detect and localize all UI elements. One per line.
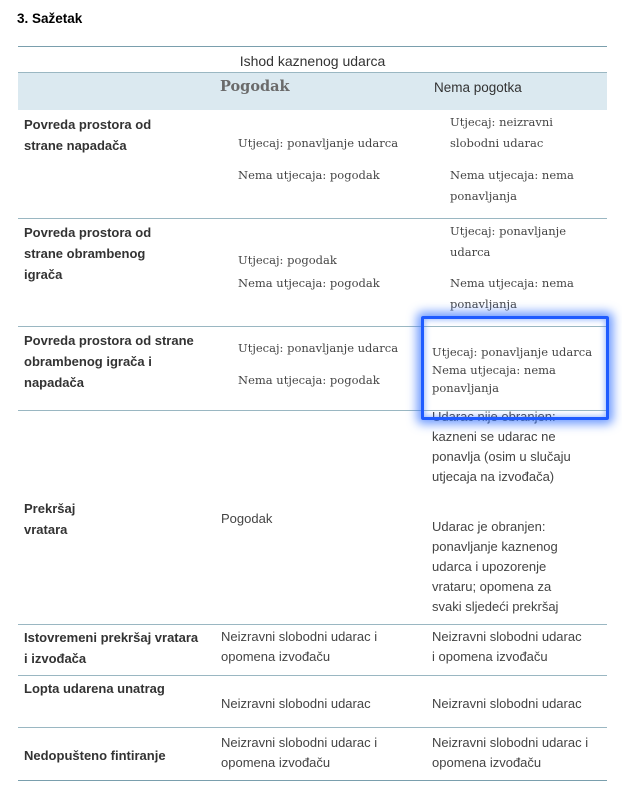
- row-divider: [18, 675, 607, 676]
- cell-nema-pogotka: Udarac je obranjen: ponavljanje kaznenog udarca i upozorenje vrataru; opomena za svaki sljedeći prekršaj: [432, 519, 559, 614]
- cell-pogodak: Neizravni slobodni udarac i opomena izvođaču: [221, 735, 378, 770]
- cell-pogodak: Neizravni slobodni udarac: [221, 696, 371, 711]
- cell-pogodak: Pogodak: [221, 511, 273, 526]
- row-label-obrambeni: Povreda prostora od strane obrambenog igrača: [24, 225, 152, 282]
- row-label-obrambeni-napadac: Povreda prostora od strane obrambenog igrača i napadača: [24, 333, 194, 390]
- cell-pogodak: Utjecaj: ponavljanje udarca: [238, 136, 399, 150]
- cell-nema-pogotka: Nema utjecaja: nema ponavljanja: [450, 276, 574, 311]
- cell-nema-clip: [430, 411, 607, 625]
- cell-nema-pogotka: Nema utjecaja: nema ponavljanja: [450, 168, 574, 203]
- cell-nema-pogotka: Neizravni slobodni udarac i opomena izvođaču: [432, 629, 582, 664]
- row-label-fintiranje: Nedopušteno fintiranje: [24, 748, 166, 763]
- cell-nema-pogotka: Neizravni slobodni udarac i opomena izvođaču: [432, 735, 589, 770]
- cell-pogodak: Nema utjecaja: pogodak: [238, 373, 380, 387]
- cell-pogodak: Nema utjecaja: pogodak: [238, 276, 380, 290]
- cell-nema-pogotka: Neizravni slobodni udarac: [432, 696, 582, 711]
- column-header-pogodak: Pogodak: [220, 78, 290, 95]
- cell-pogodak: Nema utjecaja: pogodak: [238, 168, 380, 182]
- row-divider: [18, 727, 607, 728]
- highlight-box: [421, 316, 609, 420]
- cell-nema-pogotka: Utjecaj: ponavljanje udarca Nema utjecaja: nema ponavljanja: [432, 345, 593, 395]
- cell-pogodak: Neizravni slobodni udarac i opomena izvođaču: [221, 629, 378, 664]
- column-header-nema-pogotka: Nema pogotka: [434, 80, 522, 95]
- cell-nema-pogotka: Utjecaj: ponavljanje udarca: [450, 224, 566, 259]
- table-title: Ishod kaznenog udarca: [239, 53, 386, 69]
- row-divider: [18, 218, 607, 219]
- cell-pogodak: Utjecaj: pogodak: [238, 253, 337, 267]
- table-bottom-rule: [18, 780, 607, 781]
- row-label-napadac: Povreda prostora od strane napadača: [24, 117, 152, 153]
- row-label-prekrsaj-vratara: Prekršaj vratara: [24, 501, 76, 537]
- cell-pogodak: Utjecaj: ponavljanje udarca: [238, 341, 399, 355]
- row-divider: [18, 624, 607, 625]
- table-top-rule: [18, 46, 607, 47]
- row-label-lopta-unatrag: Lopta udarena unatrag: [24, 681, 165, 696]
- cell-nema-pogotka: Utjecaj: neizravni slobodni udarac: [450, 115, 553, 150]
- cell-nema-pogotka: Udarac nije obranjen: kazneni se udarac ne ponavlja (osim u slučaju utjecaja na izvođača): [432, 411, 571, 484]
- section-heading: 3. Sažetak: [17, 11, 83, 26]
- row-label-istovremeni: Istovremeni prekršaj vratara i izvođača: [24, 630, 199, 666]
